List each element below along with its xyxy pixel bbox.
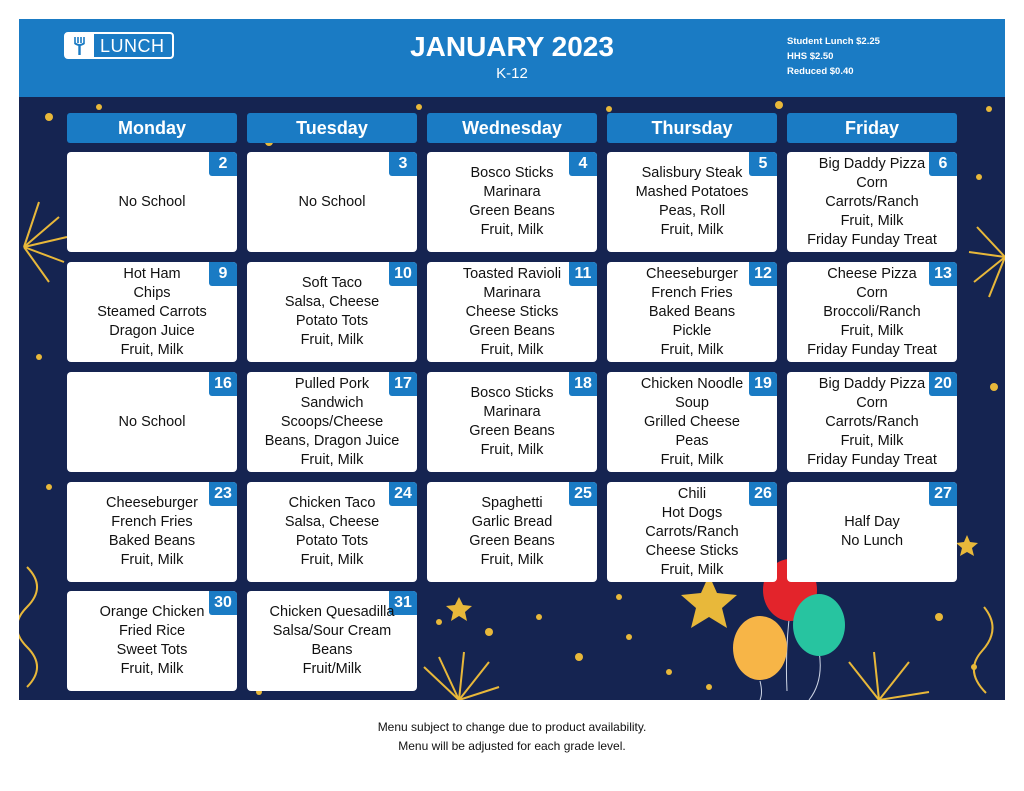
footer-line-1: Menu subject to change due to product availability. [377, 720, 647, 734]
menu-item: Green Beans [469, 533, 555, 549]
menu-items [787, 372, 957, 472]
menu-item: Cheeseburger [646, 265, 738, 282]
date-number: 23 [209, 482, 237, 506]
menu-item: Fruit, Milk [660, 451, 724, 468]
menu-item: Fruit, Milk [120, 341, 184, 358]
date-number: 31 [389, 591, 417, 615]
menu-item: Sweet Tots [116, 642, 188, 658]
menu-items [67, 372, 237, 472]
menu-item: Dragon Juice [109, 322, 195, 339]
date-number: 17 [389, 372, 417, 396]
menu-items [787, 152, 957, 252]
menu-item: Hot Ham [123, 265, 181, 282]
menu-item: Pulled Pork [294, 375, 370, 392]
menu-item: Broccoli/Ranch [823, 303, 921, 320]
menu-items [607, 152, 777, 252]
footer-note [0, 718, 1024, 756]
menu-item: Fruit, Milk [300, 451, 364, 468]
menu-item: Chicken Taco [288, 495, 376, 511]
streamer-left [19, 567, 37, 687]
menu-item: Green Beans [469, 322, 555, 339]
price-reduced: Reduced $0.40 [787, 66, 854, 77]
page-title: JANUARY 2023 [410, 31, 614, 62]
menu-item: Fruit, Milk [300, 552, 364, 568]
menu-items [247, 372, 417, 472]
menu-item: Chili [677, 485, 707, 502]
menu-item: Grilled Cheese [644, 413, 740, 430]
menu-item: Fruit, Milk [120, 661, 184, 677]
date-number: 9 [209, 262, 237, 286]
menu-items [787, 262, 957, 362]
menu-items [67, 591, 237, 691]
menu-item: Marinara [483, 284, 541, 301]
menu-item: Fruit, Milk [480, 341, 544, 358]
date-number: 25 [569, 482, 597, 506]
menu-item: Marinara [483, 404, 541, 420]
menu-item: Fruit, Milk [840, 432, 904, 449]
menu-item: Cheese Sticks [645, 542, 739, 559]
menu-items [427, 482, 597, 582]
menu-item: No School [298, 193, 366, 210]
menu-items [607, 262, 777, 362]
menu-item: Fruit, Milk [480, 222, 544, 238]
menu-item: Beans, Dragon Juice [264, 432, 400, 449]
menu-item: Cheese Sticks [465, 303, 559, 320]
menu-item: Peas, Roll [658, 203, 726, 219]
date-number: 26 [749, 482, 777, 506]
menu-item: Green Beans [469, 203, 555, 219]
menu-item: Soft Taco [301, 275, 363, 291]
menu-item: Salsa, Cheese [284, 514, 380, 530]
date-number: 3 [389, 152, 417, 176]
menu-item: Baked Beans [648, 303, 736, 320]
menu-item: Big Daddy Pizza [818, 155, 926, 172]
menu-item: Chicken Noodle [640, 375, 744, 392]
menu-item: Bosco Sticks [470, 165, 554, 181]
menu-item: Big Daddy Pizza [818, 375, 926, 392]
menu-item: Corn [856, 284, 888, 301]
day-cell [247, 482, 417, 582]
page-subtitle: K-12 [496, 65, 528, 82]
day-cell [607, 372, 777, 472]
date-number: 18 [569, 372, 597, 396]
menu-item: Beans [311, 642, 353, 658]
menu-items [247, 482, 417, 582]
menu-item: Pickle [672, 322, 712, 339]
menu-items [787, 482, 957, 582]
menu-item: No School [118, 413, 186, 430]
menu-item: Fruit, Milk [480, 552, 544, 568]
firework-bottom [424, 652, 929, 700]
star-big [681, 575, 737, 628]
day-header-wednesday: Wednesday [427, 113, 597, 143]
day-cell [787, 482, 957, 582]
day-cell [67, 482, 237, 582]
menu-item: Salisbury Steak [641, 165, 743, 181]
menu-items [67, 152, 237, 252]
day-header-monday: Monday [67, 113, 237, 143]
menu-items [247, 262, 417, 362]
day-cell [427, 262, 597, 362]
menu-item: French Fries [111, 514, 193, 530]
menu-item: Corn [856, 174, 888, 191]
day-cell [787, 152, 957, 252]
date-number: 13 [929, 262, 957, 286]
menu-item: Friday Funday Treat [807, 451, 937, 468]
date-number: 19 [749, 372, 777, 396]
menu-item: Scoops/Cheese [280, 413, 384, 430]
date-number: 16 [209, 372, 237, 396]
menu-item: Potato Tots [295, 533, 369, 549]
day-header-thursday: Thursday [607, 113, 777, 143]
day-cell [607, 152, 777, 252]
menu-item: Bosco Sticks [470, 385, 554, 401]
menu-item: Soup [675, 394, 709, 411]
menu-item: Fruit/Milk [302, 661, 362, 677]
menu-items [67, 262, 237, 362]
day-cell [607, 262, 777, 362]
menu-item: Green Beans [469, 423, 555, 439]
balloon-orange [733, 616, 787, 680]
date-number: 11 [569, 262, 597, 286]
menu-items [67, 482, 237, 582]
price-hhs: HHS $2.50 [787, 51, 834, 62]
menu-item: Potato Tots [295, 313, 369, 329]
date-number: 30 [209, 591, 237, 615]
firework-right [969, 227, 1005, 297]
menu-items [427, 372, 597, 472]
streamer-right [974, 607, 993, 693]
menu-item: Friday Funday Treat [807, 231, 937, 248]
menu-item: Fruit, Milk [480, 442, 544, 458]
menu-items [427, 152, 597, 252]
menu-item: Fruit, Milk [840, 322, 904, 339]
menu-item: Steamed Carrots [97, 303, 207, 320]
menu-item: Hot Dogs [661, 504, 723, 521]
date-number: 24 [389, 482, 417, 506]
day-header-tuesday: Tuesday [247, 113, 417, 143]
day-cell [67, 372, 237, 472]
menu-item: Chips [133, 284, 171, 301]
menu-item: Fruit, Milk [840, 212, 904, 229]
menu-item: Salsa/Sour Cream [272, 623, 392, 639]
day-cell [67, 591, 237, 691]
menu-item: Orange Chicken [99, 604, 205, 620]
menu-item: Chicken Quesadilla [269, 604, 395, 620]
menu-items [247, 152, 417, 252]
menu-item: French Fries [651, 284, 733, 301]
date-number: 12 [749, 262, 777, 286]
menu-item: Spaghetti [481, 495, 543, 511]
menu-item: Fruit, Milk [660, 222, 724, 238]
menu-item: No School [118, 193, 186, 210]
menu-item: Mashed Potatoes [635, 184, 749, 200]
menu-item: Sandwich [300, 394, 364, 411]
menu-item: No Lunch [840, 533, 904, 549]
date-number: 10 [389, 262, 417, 286]
date-number: 27 [929, 482, 957, 506]
day-cell [247, 591, 417, 691]
menu-item: Fruit, Milk [300, 332, 364, 348]
price-student: Student Lunch $2.25 [787, 36, 880, 47]
menu-item: Peas [675, 432, 709, 449]
logo-text: LUNCH [100, 36, 165, 56]
menu-item: Fruit, Milk [660, 341, 724, 358]
menu-items [427, 262, 597, 362]
day-cell [247, 262, 417, 362]
footer-line-2: Menu will be adjusted for each grade level. [398, 739, 626, 753]
menu-item: Baked Beans [108, 533, 196, 549]
day-header-friday: Friday [787, 113, 957, 143]
menu-item: Garlic Bread [471, 514, 553, 530]
menu-item: Carrots/Ranch [825, 413, 919, 430]
menu-item: Cheese Pizza [827, 265, 917, 282]
menu-item: Friday Funday Treat [807, 341, 937, 358]
day-cell [247, 152, 417, 252]
day-cell [787, 262, 957, 362]
menu-items [607, 372, 777, 472]
date-number: 2 [209, 152, 237, 176]
date-number: 6 [929, 152, 957, 176]
menu-item: Fruit, Milk [660, 561, 724, 578]
date-number: 5 [749, 152, 777, 176]
menu-item: Fruit, Milk [120, 552, 184, 568]
day-cell [787, 372, 957, 472]
firework-left [24, 202, 67, 282]
menu-item: Cheeseburger [106, 495, 198, 511]
menu-items [607, 482, 777, 582]
day-cell [427, 482, 597, 582]
day-cell [607, 482, 777, 582]
menu-item: Half Day [844, 514, 900, 530]
day-cell [427, 152, 597, 252]
menu-item: Salsa, Cheese [284, 294, 380, 310]
date-number: 4 [569, 152, 597, 176]
day-cell [247, 372, 417, 472]
balloon-teal [793, 594, 845, 656]
day-cell [67, 262, 237, 362]
date-number: 20 [929, 372, 957, 396]
star-small [446, 597, 472, 621]
header-banner [19, 19, 1005, 97]
menu-items [247, 591, 417, 691]
menu-item: Corn [856, 394, 888, 411]
menu-item: Toasted Ravioli [462, 265, 562, 282]
menu-item: Marinara [483, 184, 541, 200]
star-small-right [956, 535, 978, 556]
day-cell [427, 372, 597, 472]
menu-item: Carrots/Ranch [825, 193, 919, 210]
price-list [787, 34, 880, 79]
menu-item: Fried Rice [118, 623, 186, 639]
menu-item: Carrots/Ranch [645, 523, 739, 540]
day-cell [67, 152, 237, 252]
